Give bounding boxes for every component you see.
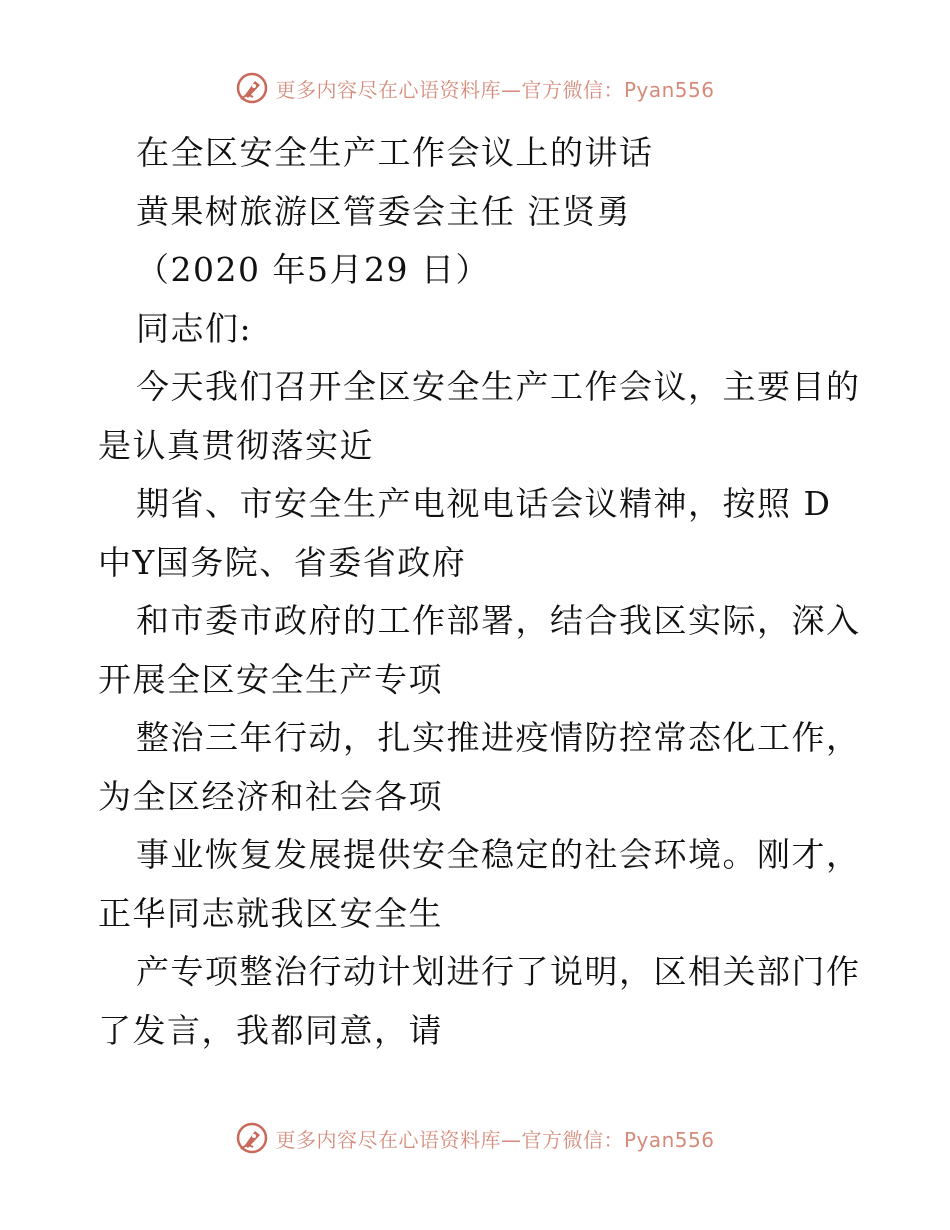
paragraph-line: 期省、市安全生产电视电话会议精神，按照 D (136, 484, 832, 523)
watermark-text: 更多内容尽在心语资料库—官方微信：Pyan556 (275, 1127, 715, 1152)
paragraph-line: 整治三年行动，扎实推进疫情防控常态化工作， (136, 718, 861, 757)
paragraph-line: 产专项整治行动计划进行了说明，区相关部门作 (136, 952, 861, 991)
salutation: 同志们: (136, 308, 253, 348)
document-body (98, 124, 861, 1060)
watermark-banner-bottom (0, 1118, 950, 1158)
pen-nib-logo-icon (235, 71, 269, 105)
watermark-banner-top (0, 68, 950, 108)
paragraph-line: 正华同志就我区安全生 (98, 893, 443, 933)
paragraph-line: 开展全区安全生产专项 (98, 659, 443, 699)
pen-nib-logo-icon (235, 1121, 269, 1155)
paragraph-line: 今天我们召开全区安全生产工作会议，主要目的 (136, 367, 861, 406)
paragraph-line: 了发言，我都同意，请 (98, 1010, 443, 1050)
paragraph-line: 为全区经济和社会各项 (98, 776, 443, 816)
date-line: （2020 年5月29 日） (136, 250, 490, 289)
paragraph-line: 事业恢复发展提供安全稳定的社会环境。刚才， (136, 835, 861, 874)
speaker-line: 黄果树旅游区管委会主任 汪贤勇 (136, 191, 631, 231)
paragraph-line: 和市委市政府的工作部署，结合我区实际，深入 (136, 601, 861, 640)
paragraph-line: 是认真贯彻落实近 (98, 425, 374, 465)
paragraph-line: 中Y国务院、省委省政府 (98, 542, 467, 582)
document-title: 在全区安全生产工作会议上的讲话 (136, 133, 654, 172)
watermark-text: 更多内容尽在心语资料库—官方微信：Pyan556 (275, 77, 715, 102)
